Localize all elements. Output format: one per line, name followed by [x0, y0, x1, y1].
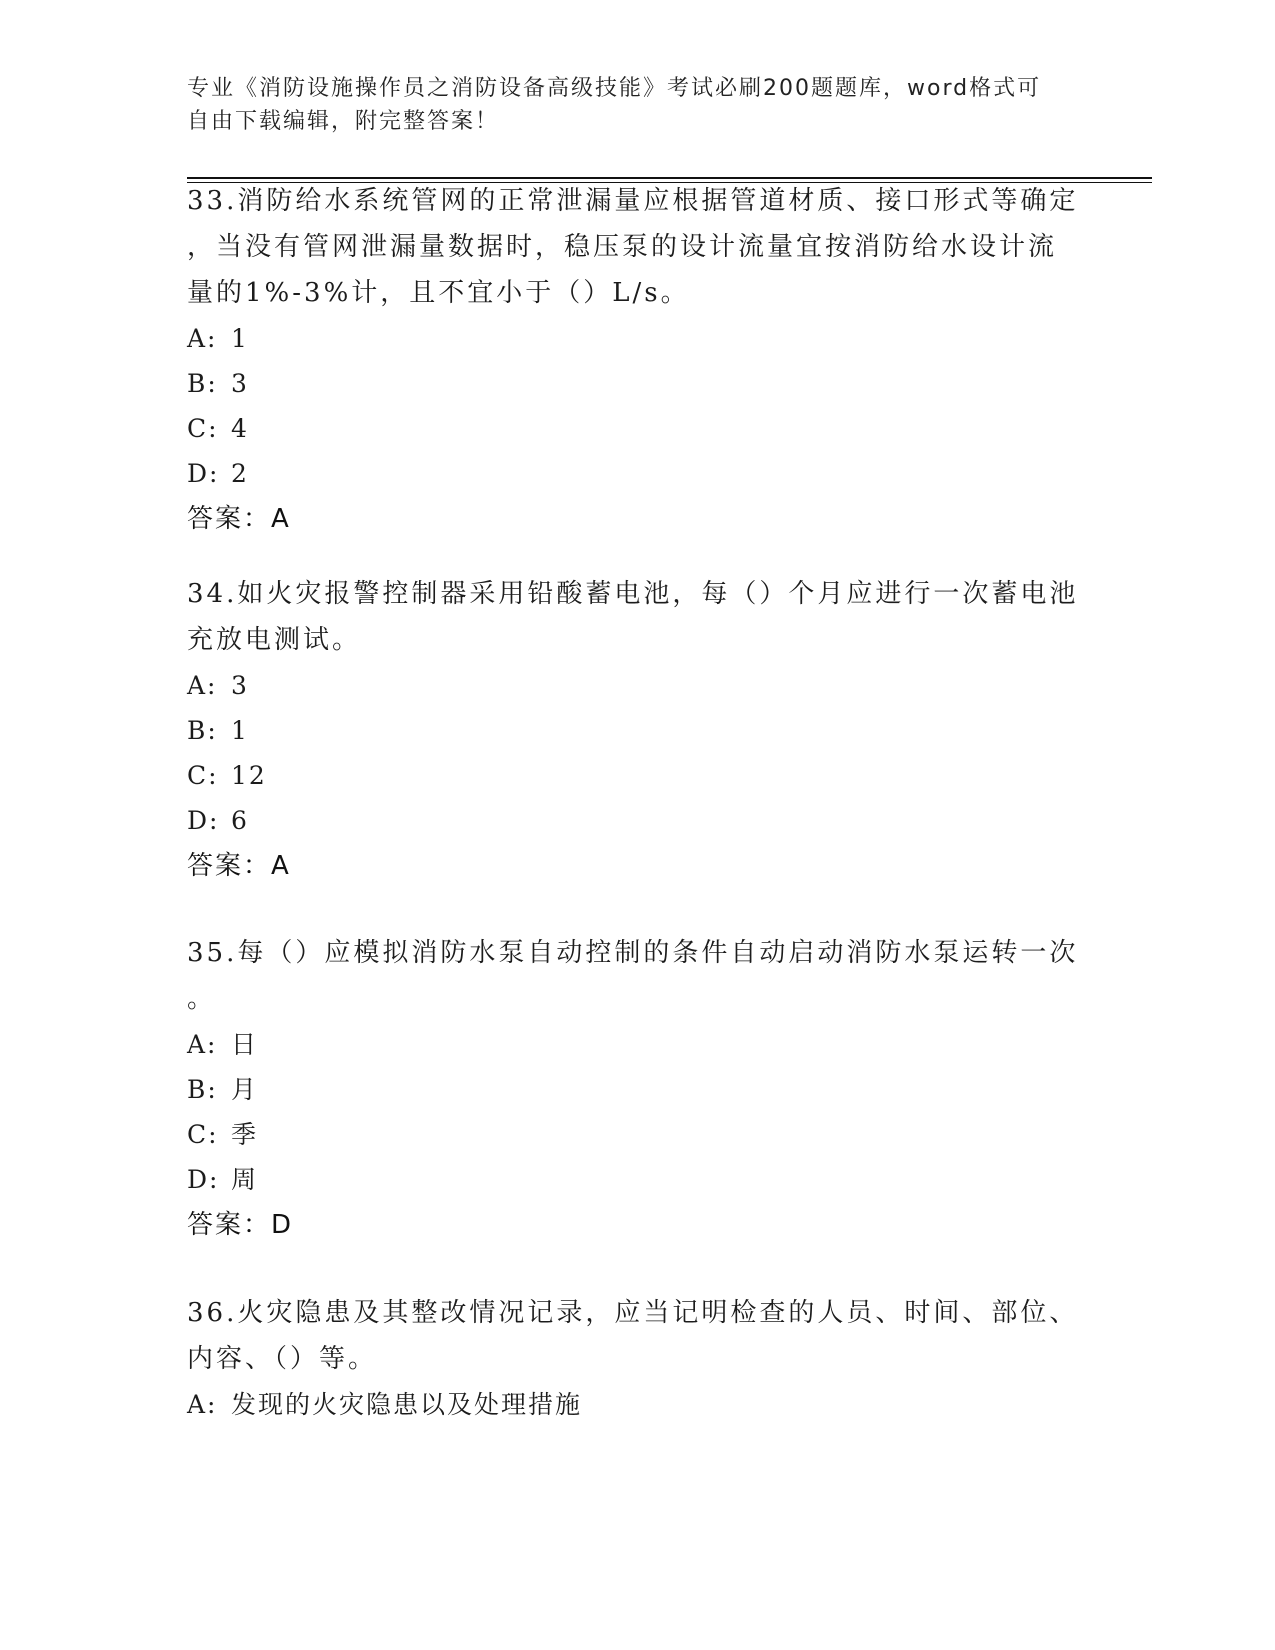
option-d	[187, 451, 1087, 496]
option-label: B:	[187, 1075, 218, 1104]
option-label: C:	[187, 761, 219, 790]
option-text: 1	[231, 716, 249, 745]
option-c	[187, 753, 1087, 798]
answer-line: 答案：A	[187, 851, 291, 881]
option-label: A:	[187, 324, 218, 353]
question-stem-line: 35.每（）应模拟消防水泵自动控制的条件自动启动消防水泵运转一次	[187, 938, 1079, 968]
option-text: 4	[231, 414, 249, 443]
option-d	[187, 1157, 1087, 1202]
header-line-2: 自由下载编辑，附完整答案！	[187, 109, 500, 134]
question-36	[187, 1290, 1087, 1427]
option-label: B:	[187, 369, 218, 398]
option-d	[187, 798, 1087, 843]
option-text: 发现的火灾隐患以及处理措施	[231, 1390, 583, 1419]
option-b	[187, 1067, 1087, 1112]
option-label: A:	[187, 1390, 218, 1419]
question-stem-line: ，当没有管网泄漏量数据时，稳压泵的设计流量宜按消防给水设计流	[187, 232, 1058, 262]
option-label: C:	[187, 414, 219, 443]
option-c	[187, 406, 1087, 451]
header-line-1: 专业《消防设施操作员之消防设备高级技能》考试必刷200题题库，word格式可	[187, 76, 1042, 101]
option-a	[187, 663, 1087, 708]
question-34	[187, 571, 1087, 889]
question-stem-line: 充放电测试。	[187, 625, 362, 655]
question-stem-line: 36.火灾隐患及其整改情况记录，应当记明检查的人员、时间、部位、	[187, 1298, 1079, 1328]
question-stem-line: 33.消防给水系统管网的正常泄漏量应根据管道材质、接口形式等确定	[187, 186, 1079, 216]
option-label: A:	[187, 1030, 218, 1059]
question-stem-line: 量的1%-3%计，且不宜小于（）L/s。	[187, 278, 690, 308]
document-header	[187, 72, 1067, 138]
option-label: A:	[187, 671, 218, 700]
option-text: 季	[231, 1120, 259, 1149]
question-33	[187, 178, 1087, 542]
option-text: 6	[231, 806, 249, 835]
option-a	[187, 1382, 1087, 1427]
question-35	[187, 930, 1087, 1248]
option-a	[187, 316, 1087, 361]
option-text: 日	[231, 1030, 259, 1059]
option-label: D:	[187, 806, 220, 835]
option-label: D:	[187, 459, 220, 488]
answer-line: 答案：D	[187, 1210, 294, 1240]
option-text: 3	[231, 369, 249, 398]
option-text: 2	[231, 459, 249, 488]
question-stem-line: 内容、（）等。	[187, 1344, 378, 1374]
question-stem-line: 。	[187, 984, 217, 1014]
option-label: B:	[187, 716, 218, 745]
option-label: D:	[187, 1165, 220, 1194]
option-text: 12	[231, 761, 267, 790]
option-b	[187, 708, 1087, 753]
option-text: 月	[231, 1075, 259, 1104]
option-a	[187, 1022, 1087, 1067]
question-stem-line: 34.如火灾报警控制器采用铅酸蓄电池，每（）个月应进行一次蓄电池	[187, 579, 1079, 609]
option-text: 1	[231, 324, 249, 353]
answer-line: 答案：A	[187, 504, 291, 534]
option-text: 3	[231, 671, 249, 700]
option-text: 周	[231, 1165, 259, 1194]
option-b	[187, 361, 1087, 406]
option-c	[187, 1112, 1087, 1157]
option-label: C:	[187, 1120, 219, 1149]
